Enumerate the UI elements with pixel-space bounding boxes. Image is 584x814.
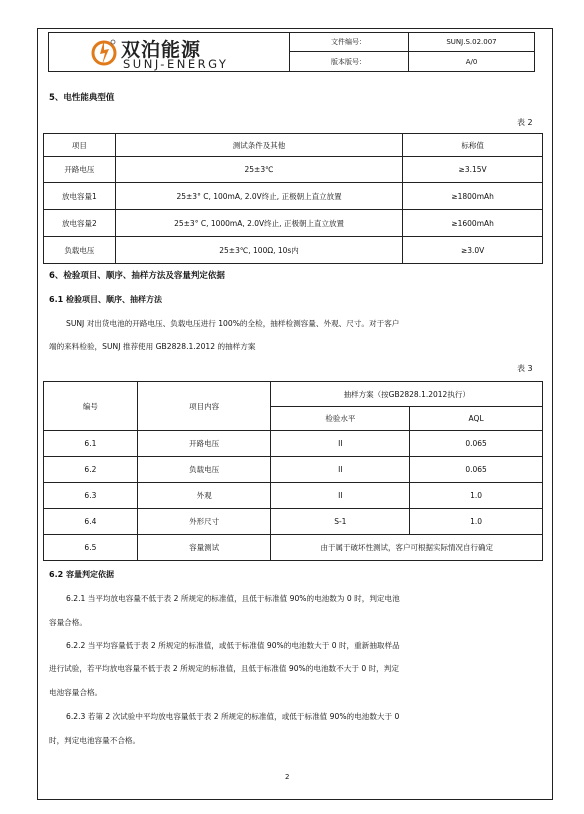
paragraph-6-1-line: 端的来料检验，SUNJ 推荐使用 GB2828.1.2012 的抽样方案 [49, 342, 256, 351]
table-cell: 容量测试 [137, 535, 271, 561]
table-2-col-header: 标称值 [403, 134, 543, 157]
table-cell: II [271, 431, 410, 457]
section-5-heading: 5、电性能典型值 [49, 93, 115, 103]
table-cell: ≥3.15V [403, 157, 543, 183]
table-cell: 6.5 [44, 535, 138, 561]
table-3-col-header: 编号 [44, 382, 138, 431]
table-cell: 外观 [137, 483, 271, 509]
sun-logo-icon [89, 37, 119, 67]
table-cell: II [271, 457, 410, 483]
section-6-1-heading: 6.1 检验项目、顺序、抽样方法 [49, 295, 162, 304]
table-3-col-header: 项目内容 [137, 382, 271, 431]
table-3 [43, 381, 543, 561]
table-2-col-header: 项目 [44, 134, 116, 157]
version-label: 版本版号： [289, 52, 409, 71]
table-2-header-row [44, 134, 543, 157]
table-cell: 25±3° C, 100mA, 2.0V终止, 正极朝上直立放置 [115, 183, 402, 210]
table-cell: ≥1800mAh [403, 183, 543, 210]
paragraph-6-2-1-line: 容量合格。 [49, 618, 87, 627]
page-number: 2 [285, 773, 290, 781]
table-cell: 1.0 [410, 483, 543, 509]
table-cell: ≥1600mAh [403, 210, 543, 237]
table-row [44, 157, 543, 183]
brand-name-en: SUNJ-ENERGY [123, 57, 229, 71]
table-3-col-header: 抽样方案（按GB2828.1.2012执行） [271, 382, 543, 407]
table-cell: 外形尺寸 [137, 509, 271, 535]
table-3-header-row [44, 382, 543, 407]
table-cell: 由于属于破坏性测试，客户可根据实际情况自行确定 [271, 535, 543, 561]
table-row [44, 457, 543, 483]
table-row [44, 183, 543, 210]
paragraph-6-2-2-line: 进行试验，若平均放电容量不低于表 2 所规定的标准值，且低于标准值 90%的电池数不大于 0 时，判定 [49, 664, 399, 673]
table-2-col-header: 测试条件及其他 [115, 134, 402, 157]
table-cell: 6.3 [44, 483, 138, 509]
table-cell: 1.0 [410, 509, 543, 535]
table-row [44, 535, 543, 561]
paragraph-6-2-3-line: 6.2.3 若第 2 次试验中平均放电容量低于表 2 所规定的标准值，或低于标准值 90%的电池数大于 0 [66, 712, 400, 721]
table-row [44, 431, 543, 457]
paragraph-6-1-line: SUNJ 对出货电池的开路电压、负载电压进行 100%的全检，抽样检测容量、外观、尺寸。对于客户 [66, 319, 400, 328]
table-row [44, 483, 543, 509]
paragraph-6-2-2-line: 6.2.2 当平均容量低于表 2 所规定的标准值，或低于标准值 90%的电池数大于 0 时，重新抽取样品 [66, 641, 400, 650]
table-3-col-header: AQL [410, 407, 543, 431]
table-cell: 0.065 [410, 431, 543, 457]
table-cell: 开路电压 [44, 157, 116, 183]
table-3-col-header: 检验水平 [271, 407, 410, 431]
paragraph-6-2-2-line: 电池容量合格。 [49, 688, 103, 697]
doc-no-label: 文件编号： [289, 33, 409, 52]
company-logo [49, 33, 290, 71]
table-cell: 开路电压 [137, 431, 271, 457]
table-cell: 6.1 [44, 431, 138, 457]
table-cell: 负载电压 [137, 457, 271, 483]
table-cell: II [271, 483, 410, 509]
paragraph-6-2-1-line: 6.2.1 当平均放电容量不低于表 2 所规定的标准值，且低于标准值 90%的电池数为 0 时，判定电池 [66, 594, 400, 603]
doc-no-value: SUNJ.S.02.007 [409, 33, 534, 52]
table-row [44, 509, 543, 535]
table-cell: 25±3℃, 100Ω, 10s内 [115, 237, 402, 264]
table-cell: 25±3℃ [115, 157, 402, 183]
paragraph-6-2-3-line: 时，判定电池容量不合格。 [49, 736, 141, 745]
table-3-label: 表 3 [517, 364, 533, 373]
document-header [48, 32, 535, 72]
table-row [44, 237, 543, 264]
table-row [44, 210, 543, 237]
table-cell: ≥3.0V [403, 237, 543, 264]
section-6-2-heading: 6.2 容量判定依据 [49, 570, 114, 579]
table-cell: S-1 [271, 509, 410, 535]
brand-name-cn: 双泊能源 [121, 39, 202, 61]
table-2 [43, 133, 543, 264]
table-cell: 负载电压 [44, 237, 116, 264]
table-cell: 6.4 [44, 509, 138, 535]
table-cell: 放电容量1 [44, 183, 116, 210]
table-cell: 6.2 [44, 457, 138, 483]
table-cell: 放电容量2 [44, 210, 116, 237]
table-2-label: 表 2 [517, 118, 533, 127]
table-cell: 25±3° C, 1000mA, 2.0V终止, 正极朝上直立放置 [115, 210, 402, 237]
section-6-heading: 6、检验项目、顺序、抽样方法及容量判定依据 [49, 271, 225, 281]
table-cell: 0.065 [410, 457, 543, 483]
version-value: A/0 [465, 57, 478, 66]
